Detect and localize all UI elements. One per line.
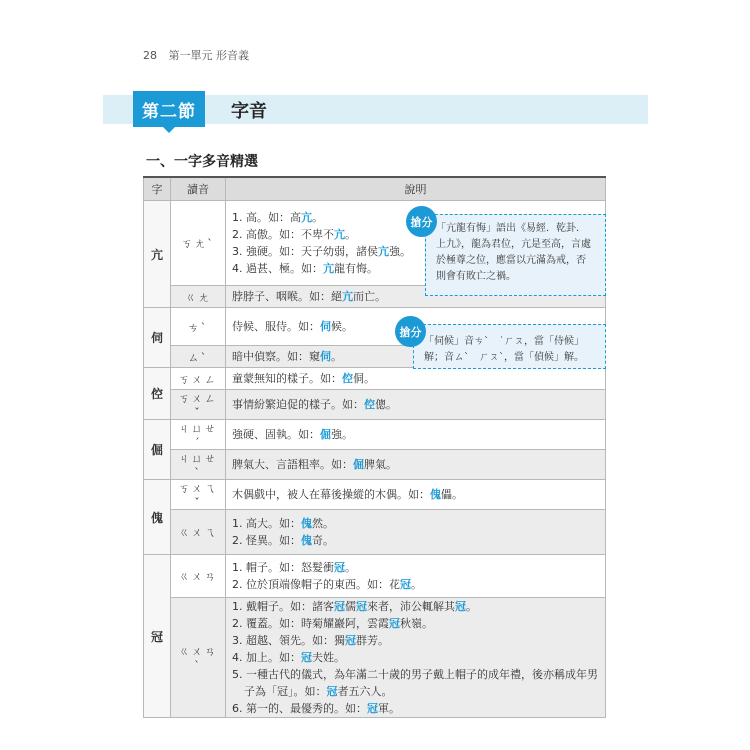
pron-cell: ㄎㄨㄟˇ [171, 480, 226, 510]
desc-text: 秋嶺。 [400, 617, 433, 630]
desc-text: 來者，沛公輒解其 [367, 600, 455, 613]
table-row [144, 598, 606, 718]
header-desc: 說明 [226, 177, 606, 201]
highlight-char: 亢 [342, 290, 353, 303]
char-cell: 伺 [144, 308, 171, 368]
highlight-char: 冠 [301, 651, 312, 664]
table-row [144, 450, 606, 480]
highlight-char: 倥 [364, 398, 375, 411]
desc-text: 童蒙無知的樣子。如： [232, 372, 342, 385]
desc-text: 軍。 [378, 702, 400, 715]
desc-text: 群芳。 [356, 634, 389, 647]
desc-item [232, 576, 599, 593]
desc-text: 1. 帽子。如：怒髮衝 [232, 561, 334, 574]
desc-text: 侍候、服侍。如： [232, 320, 320, 333]
desc-item [232, 632, 599, 649]
highlight-char: 傀 [430, 488, 441, 501]
desc-text: 脾氣。 [364, 458, 397, 471]
page-header [143, 47, 249, 63]
highlight-char: 冠 [334, 561, 345, 574]
desc-text: 。 [411, 578, 422, 591]
highlight-char: 冠 [389, 617, 400, 630]
highlight-char: 冠 [367, 702, 378, 715]
desc-text: 強硬、固執。如： [232, 428, 320, 441]
desc-cell [226, 480, 606, 510]
table-header-row [144, 177, 606, 201]
desc-text: 傯。 [375, 398, 397, 411]
desc-cell [226, 555, 606, 598]
desc-text: 6. 第一的、最優秀的。如： [232, 702, 367, 715]
desc-text: 4. 過甚、極。如： [232, 262, 323, 275]
pron-cell: ㄙˋ [171, 346, 226, 368]
pron-cell: ㄍㄨㄢ [171, 555, 226, 598]
desc-item [232, 559, 599, 576]
desc-text: 然。 [312, 517, 334, 530]
char-cell: 傀 [144, 480, 171, 555]
desc-text: 。 [345, 228, 356, 241]
desc-text: 4. 加上。如： [232, 651, 301, 664]
desc-text: 2. 怪異。如： [232, 534, 301, 547]
pron-cell: ㄐㄩㄝˋ [171, 450, 226, 480]
highlight-char: 亢 [334, 228, 345, 241]
score-badge: 搶分 [406, 206, 437, 237]
section-tab: 第二節 [133, 91, 205, 127]
header-pron: 讀音 [171, 177, 226, 201]
highlight-char: 倔 [353, 458, 364, 471]
desc-text: 奇。 [312, 534, 334, 547]
char-cell: 冠 [144, 555, 171, 718]
char-cell: 倥 [144, 368, 171, 420]
desc-item [232, 515, 599, 532]
desc-text: 3. 超越、領先。如：獨 [232, 634, 345, 647]
highlight-char: 傀 [301, 534, 312, 547]
desc-item [232, 486, 599, 503]
desc-text: 者五六人。 [337, 685, 393, 698]
desc-text: 侗。 [353, 372, 375, 385]
desc-cell [226, 450, 606, 480]
table-row [144, 555, 606, 598]
desc-text: 3. 強硬。如：天子幼弱，諸侯 [232, 245, 378, 258]
desc-text: 候。 [331, 320, 353, 333]
desc-text: 2. 高傲。如：不卑不 [232, 228, 334, 241]
desc-item [232, 426, 599, 443]
highlight-char: 亢 [378, 245, 389, 258]
desc-text: 。 [312, 211, 323, 224]
pron-cell: ㄍㄨㄟ [171, 510, 226, 555]
desc-item [232, 700, 599, 717]
header-char: 字 [144, 177, 171, 201]
highlight-char: 亢 [301, 211, 312, 224]
desc-text: 而亡。 [353, 290, 386, 303]
highlight-char: 伺 [320, 320, 331, 333]
char-cell: 倔 [144, 420, 171, 480]
desc-text: 強。 [389, 245, 411, 258]
desc-item [232, 598, 599, 615]
desc-text: 龍有悔。 [334, 262, 378, 275]
desc-text: 暗中偵察。如：窺 [232, 350, 320, 363]
desc-text: 事情紛繁迫促的樣子。如： [232, 398, 364, 411]
table-row [144, 390, 606, 420]
desc-item [232, 396, 599, 413]
pron-cell: ㄎㄨㄥ [171, 368, 226, 390]
pron-cell: ㄘˋ [171, 308, 226, 346]
highlight-char: 冠 [345, 634, 356, 647]
desc-text: 2. 位於頂端像帽子的東西。如：花 [232, 578, 400, 591]
pron-cell: ㄍㄤ [171, 286, 226, 308]
pron-cell: ㄎㄨㄥˇ [171, 390, 226, 420]
highlight-char: 亢 [323, 262, 334, 275]
highlight-char: 冠 [334, 600, 345, 613]
note-text: 「亢龍有悔」語出《易經．乾卦．上九》，龍為君位，亢是至高，言處於極尊之位，應當以亢滿為戒，否則會有敗亡之禍。 [436, 223, 591, 282]
pron-cell: ㄍㄨㄢˋ [171, 598, 226, 718]
highlight-char: 倔 [320, 428, 331, 441]
desc-text: 1. 戴帽子。如：諸客 [232, 600, 334, 613]
table-row [144, 420, 606, 450]
highlight-char: 冠 [400, 578, 411, 591]
desc-text: 1. 高大。如： [232, 517, 301, 530]
highlight-char: 冠 [455, 600, 466, 613]
desc-text: 夫姓。 [312, 651, 345, 664]
highlight-char: 傀 [301, 517, 312, 530]
pron-cell: ㄐㄩㄝˊ [171, 420, 226, 450]
desc-text: 儒 [345, 600, 356, 613]
unit-title: 第一單元 形音義 [168, 49, 249, 62]
page-number: 28 [143, 49, 157, 62]
table-row [144, 510, 606, 555]
desc-text: 木偶戲中，被人在幕後操縱的木偶。如： [232, 488, 430, 501]
section-title: 字音 [231, 101, 267, 122]
desc-text: 。 [466, 600, 477, 613]
highlight-char: 伺 [320, 350, 331, 363]
desc-text: 儡。 [441, 488, 463, 501]
table-row [144, 368, 606, 390]
desc-item [232, 649, 599, 666]
desc-text: 脖脖子、咽喉。如：絕 [232, 290, 342, 303]
desc-item [232, 532, 599, 549]
pron-cell: ㄎㄤˋ [171, 201, 226, 286]
desc-item [232, 456, 599, 473]
desc-item [232, 615, 599, 632]
highlight-char: 冠 [326, 685, 338, 698]
desc-item [232, 370, 599, 387]
desc-cell [226, 368, 606, 390]
desc-text: 5. 一種古代的儀式，為年滿二十歲的男子戴上帽子的成年禮，後亦稱成年男子為「冠」。如： [232, 668, 598, 698]
desc-text: 脾氣大、言語粗率。如： [232, 458, 353, 471]
note-box [413, 324, 606, 369]
note-text: 「伺候」音ㄘˋ ˙ㄏㄡ，當「侍候」解；音ㄙˋ ㄏㄡˋ，當「偵候」解。 [424, 336, 584, 363]
highlight-char: 冠 [356, 600, 367, 613]
score-badge: 搶分 [395, 316, 426, 347]
note-box [425, 214, 606, 296]
highlight-char: 倥 [342, 372, 353, 385]
desc-cell [226, 510, 606, 555]
desc-text: 。 [345, 561, 356, 574]
desc-text: 2. 覆蓋。如：時菊耀巖阿，雲霞 [232, 617, 389, 630]
desc-cell [226, 420, 606, 450]
desc-text: 強。 [331, 428, 353, 441]
desc-cell [226, 390, 606, 420]
table-row [144, 480, 606, 510]
desc-text: 1. 高。如：高 [232, 211, 301, 224]
desc-text: 。 [331, 350, 342, 363]
desc-cell [226, 598, 606, 718]
subsection-title: 一、一字多音精選 [146, 154, 258, 170]
desc-item [232, 666, 599, 700]
char-cell: 亢 [144, 201, 171, 308]
